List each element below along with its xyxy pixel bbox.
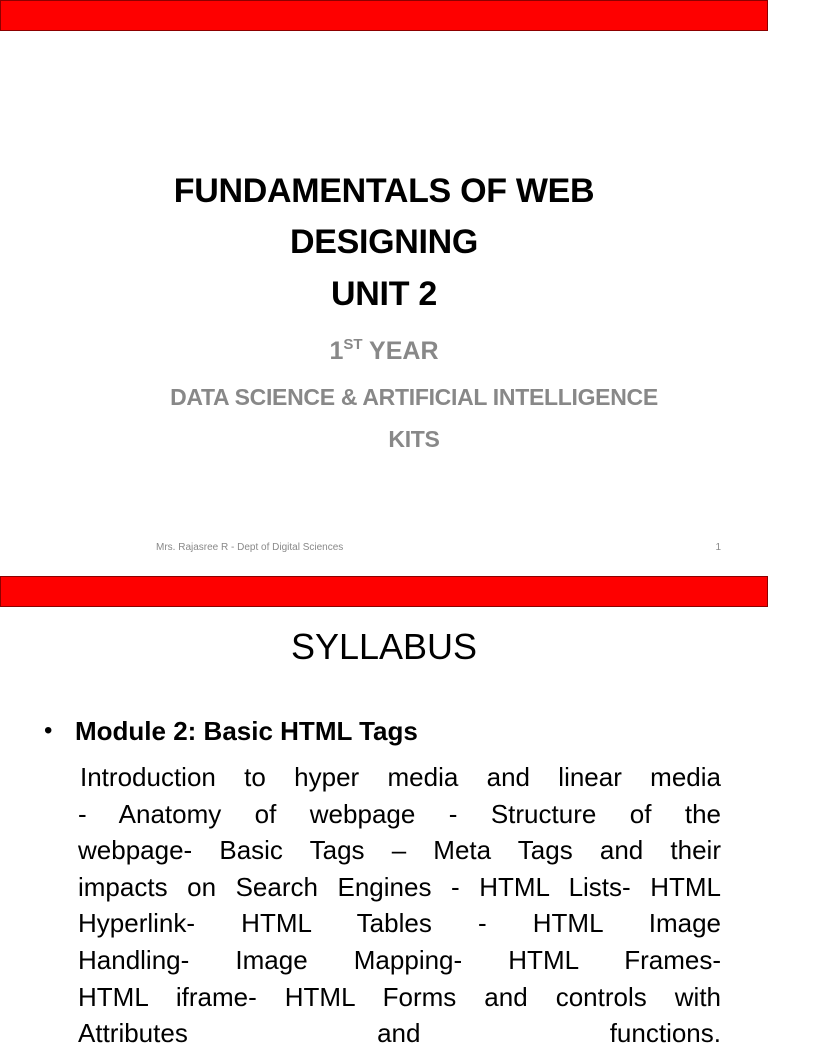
footer-page-number: 1 <box>715 542 721 553</box>
module-title: Module 2: Basic HTML Tags <box>75 716 418 746</box>
bullet-point: • <box>44 717 53 744</box>
description-line: Introduction to hyper media and linear media <box>80 762 721 792</box>
year-number: 1 <box>329 337 344 365</box>
description-line: Hyperlink- HTML Tables - HTML Image <box>78 908 721 939</box>
syllabus-heading: SYLLABUS <box>290 626 478 667</box>
institution-label: KITS <box>388 426 440 452</box>
title-line-2: DESIGNING <box>289 223 479 261</box>
description-line: - Anatomy of webpage - Structure of the <box>78 798 721 829</box>
description-line: HTML iframe- HTML Forms and controls with <box>78 981 721 1012</box>
year-suffix: ST <box>343 336 363 353</box>
module-description <box>75 759 721 1052</box>
red-header-bar <box>0 0 768 31</box>
title-line-1: FUNDAMENTALS OF WEB <box>173 172 595 210</box>
footer-author: Mrs. Rajasree R - Dept of Digital Sciences <box>156 542 344 553</box>
description-line: webpage- Basic Tags – Meta Tags and their <box>78 835 721 866</box>
description-line: Handling- Image Mapping- HTML Frames- <box>78 944 721 975</box>
year-word: YEAR <box>369 337 439 365</box>
syllabus-slide <box>0 576 768 1049</box>
title-line-3: UNIT 2 <box>331 275 437 313</box>
description-line: Attributes and functions. <box>78 1018 721 1049</box>
description-line: impacts on Search Engines - HTML Lists- HTML <box>78 871 721 902</box>
department-label: DATA SCIENCE & ARTIFICIAL INTELLIGENCE <box>170 384 658 410</box>
red-header-bar <box>0 576 768 607</box>
year-label <box>0 333 768 369</box>
